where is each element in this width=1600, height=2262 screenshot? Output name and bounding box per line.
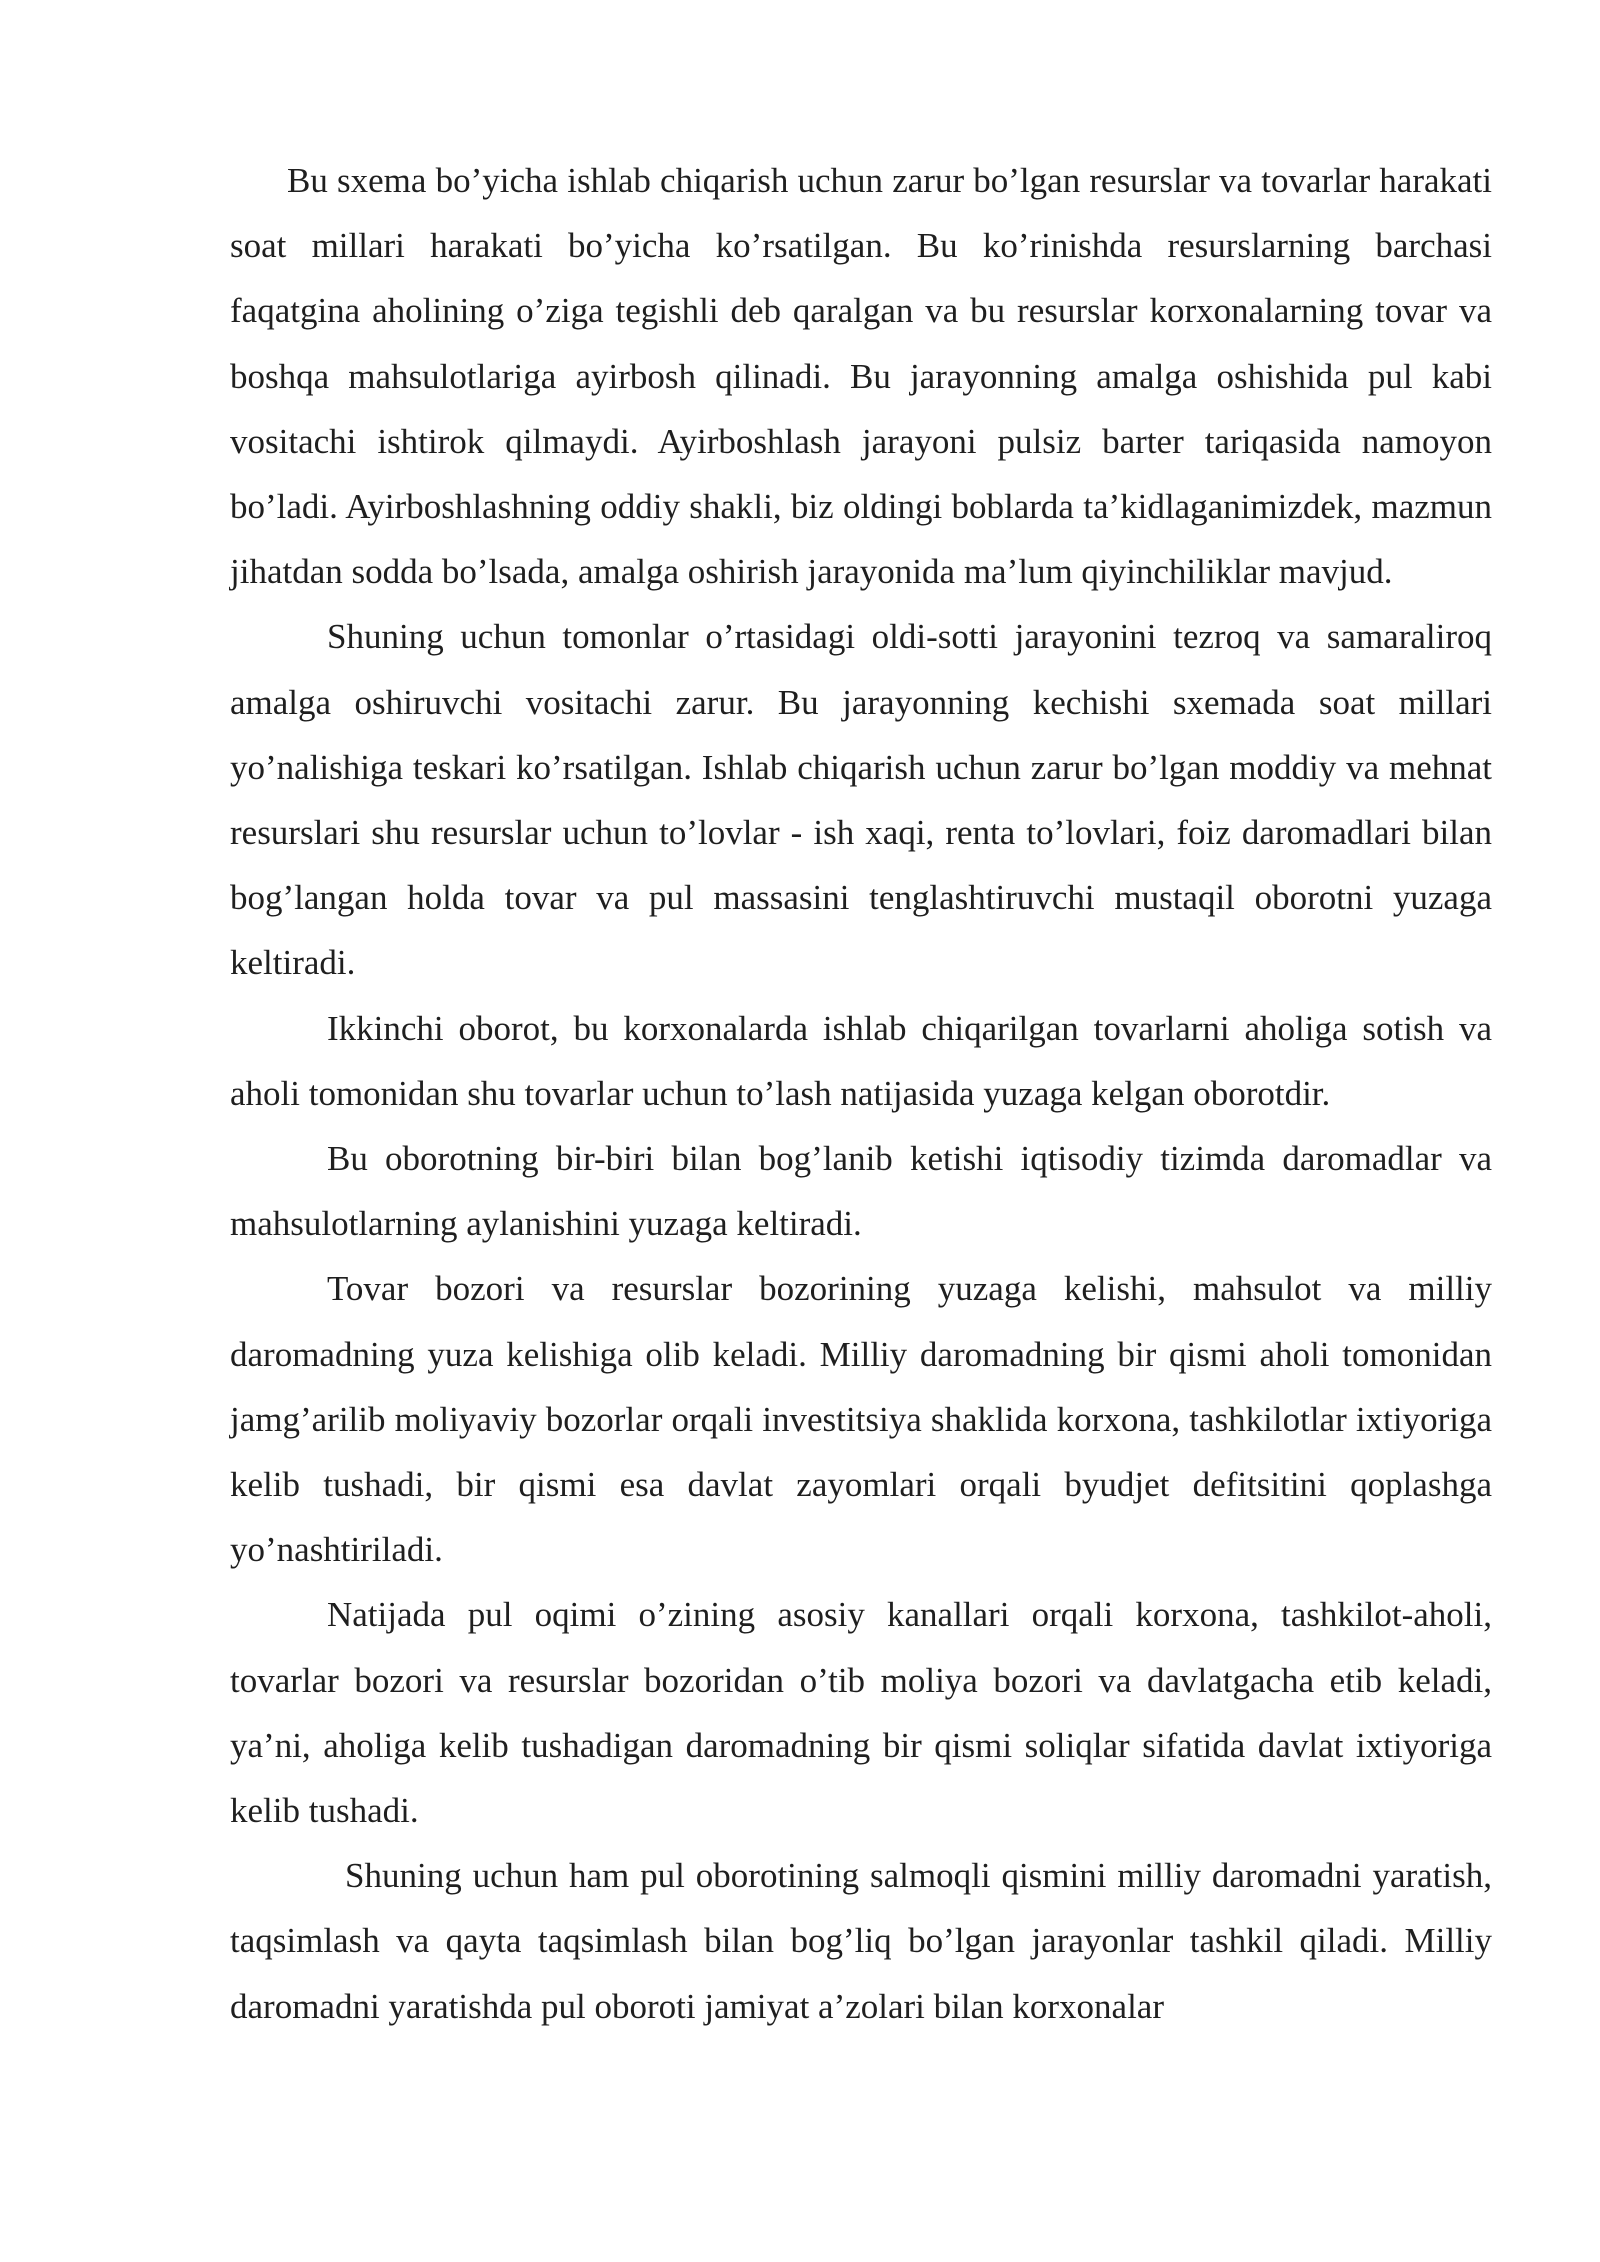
paragraph-5: Tovar bozori va resurslar bozorining yuzaga kelishi, mahsulot va milliy daromadning yuza kelishiga olib keladi. Milliy daromadning bir qismi aholi tomonidan jamg’arilib moliyaviy bozorlar orqali investitsiya shaklida korxona, tashkilotlar ixtiyoriga kelib tushadi, bir qismi esa davlat zayomlari orqali byudjet defitsitini qoplashga yo’nashtiriladi. (230, 1269, 1492, 1570)
paragraph-6: Natijada pul oqimi o’zining asosiy kanallari orqali korxona, tashkilot-aholi, tovarlar bozori va resurslar bozoridan o’tib moliya bozori va davlatgacha etib keladi, ya’ni, aholiga kelib tushadigan daromadning bir qismi soliqlar sifatida davlat ixtiyoriga kelib tushadi. (230, 1595, 1492, 1831)
paragraph-1: Bu sxema bo’yicha ishlab chiqarish uchun zarur bo’lgan resurslar va tovarlar harakati soat millari harakati bo’yicha ko’rsatilgan. Bu ko’rinishda resurslarning barchasi faqatgina aholining o’ziga tegishli deb qaralgan va bu resurslar korxonalarning tovar va boshqa mahsulotlariga ayirbosh qilinadi. Bu jarayonning amalga oshishida pul kabi vositachi ishtirok qilmaydi. Ayirboshlash jarayoni pulsiz barter tariqasida namoyon bo’ladi. Ayirboshlashning oddiy shakli, biz oldingi boblarda ta’kidlaganimizdek, mazmun jihatdan sodda bo’lsada, amalga oshirish jarayonida ma’lum qiyinchiliklar mavjud. (230, 161, 1492, 592)
body-text (230, 148, 1492, 2039)
paragraph-7: Shuning uchun ham pul oborotining salmoqli qismini milliy daromadni yaratish, taqsimlash va qayta taqsimlash bilan bog’liq bo’lgan jarayonlar tashkil qiladi. Milliy daromadni yaratishda pul oboroti jamiyat a’zolari bilan korxonalar (230, 1856, 1492, 2026)
paragraph-4: Bu oborotning bir-biri bilan bog’lanib ketishi iqtisodiy tizimda daromadlar va mahsulotlarning aylanishini yuzaga keltiradi. (230, 1139, 1492, 1244)
paragraph-2: Shuning uchun tomonlar o’rtasidagi oldi-sotti jarayonini tezroq va samaraliroq amalga oshiruvchi vositachi zarur. Bu jarayonning kechishi sxemada soat millari yo’nalishiga teskari ko’rsatilgan. Ishlab chiqarish uchun zarur bo’lgan moddiy va mehnat resurslari shu resurslar uchun to’lovlar - ish xaqi, renta to’lovlari, foiz daromadlari bilan bog’langan holda tovar va pul massasini tenglashtiruvchi mustaqil oborotni yuzaga keltiradi. (230, 617, 1492, 983)
paragraph-3: Ikkinchi oborot, bu korxonalarda ishlab chiqarilgan tovarlarni aholiga sotish va aholi tomonidan shu tovarlar uchun to’lash natijasida yuzaga kelgan oborotdir. (230, 1008, 1492, 1113)
